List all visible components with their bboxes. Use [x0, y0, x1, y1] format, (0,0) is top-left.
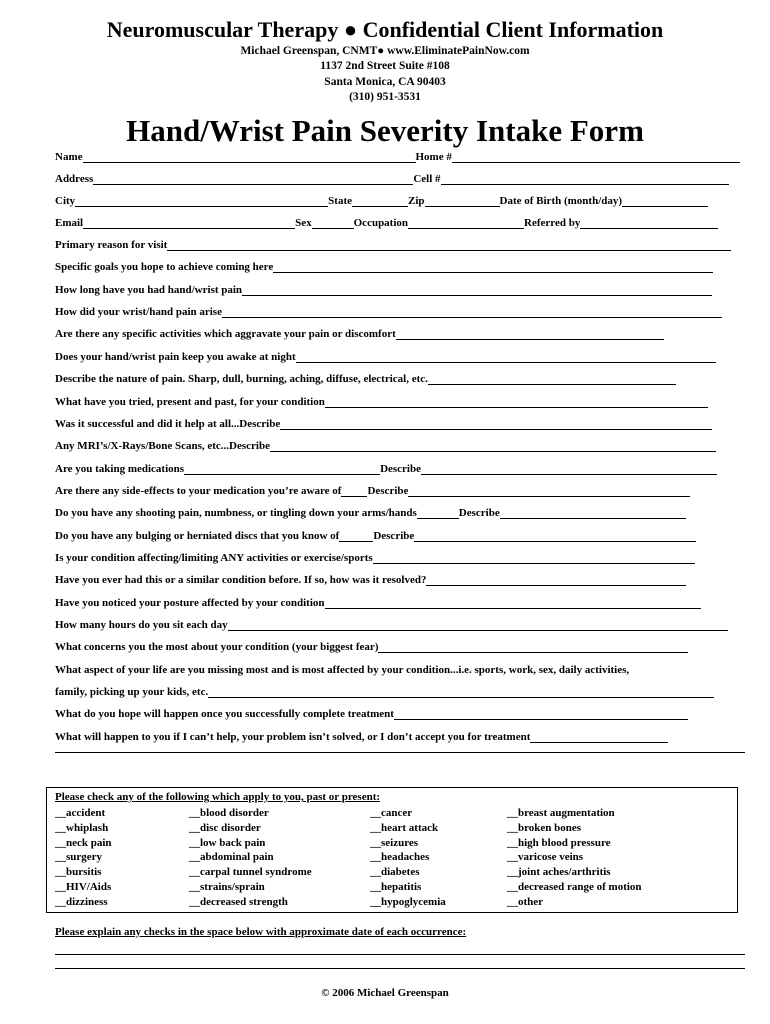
- checklist-item[interactable]: __decreased strength: [189, 895, 288, 908]
- explain-line-2[interactable]: [55, 968, 745, 969]
- question-label: Is your condition affecting/limiting ANY activities or exercise/sports: [55, 552, 373, 564]
- sex-field[interactable]: [312, 215, 354, 229]
- medications-field[interactable]: [184, 461, 380, 475]
- describe-field[interactable]: [500, 505, 686, 519]
- question-successful: [55, 415, 755, 433]
- checklist-item[interactable]: __blood disorder: [189, 807, 269, 819]
- question-label: Does your hand/wrist pain keep you awake at night: [55, 351, 296, 363]
- question-label: Are there any side-effects to your medication you’re aware of: [55, 485, 342, 497]
- question-label: Do you have any shooting pain, numbness, or tingling down your arms/hands: [55, 507, 417, 519]
- state-field[interactable]: [352, 193, 408, 207]
- checklist-item[interactable]: __whiplash: [55, 821, 109, 834]
- home-phone-label: Home #: [415, 151, 452, 163]
- checklist-item[interactable]: __hepatitis: [370, 880, 422, 893]
- checklist-item[interactable]: __HIV/Aids: [55, 880, 112, 893]
- zip-field[interactable]: [425, 193, 500, 207]
- answer-field[interactable]: [296, 349, 716, 363]
- question-label: Have you noticed your posture affected by your condition: [55, 597, 325, 609]
- row-email-sex-occupation: [55, 214, 755, 232]
- question-label: How many hours do you sit each day: [55, 619, 228, 631]
- answer-field[interactable]: [167, 237, 731, 251]
- checklist-item[interactable]: __disc disorder: [189, 821, 261, 834]
- question-label: family, picking up your kids, etc.: [55, 686, 209, 698]
- city-label: City: [55, 195, 76, 207]
- answer-field[interactable]: [530, 729, 668, 743]
- question-label: Do you have any bulging or herniated discs that you know of: [55, 530, 340, 542]
- dob-label: Date of Birth (month/day): [499, 195, 623, 207]
- name-label: Name: [55, 151, 83, 163]
- answer-field[interactable]: [242, 282, 712, 296]
- city-field[interactable]: [75, 193, 328, 207]
- question-similar-condition: [55, 571, 755, 589]
- home-phone-field[interactable]: [452, 149, 740, 163]
- question-hope-after-treatment: [55, 705, 755, 723]
- question-label: Was it successful and did it help at all...Describe: [55, 418, 281, 430]
- question-nature-of-pain: [55, 370, 755, 388]
- answer-line-extra[interactable]: [55, 752, 745, 753]
- referred-by-field[interactable]: [580, 215, 718, 229]
- question-label: Describe the nature of pain. Sharp, dull, burning, aching, diffuse, electrical, etc.: [55, 373, 428, 385]
- name-field[interactable]: [83, 149, 416, 163]
- checklist-column-1: [55, 806, 112, 910]
- answer-field[interactable]: [373, 550, 695, 564]
- answer-field[interactable]: [378, 639, 688, 653]
- question-label: Primary reason for visit: [55, 239, 168, 251]
- checklist-item[interactable]: __low back pain: [189, 836, 266, 849]
- question-label: Specific goals you hope to achieve coming here: [55, 261, 274, 273]
- checklist-column-2: [189, 806, 312, 910]
- row-city-state-zip-dob: [55, 192, 755, 210]
- question-biggest-fear: [55, 638, 755, 656]
- question-medications: [55, 460, 755, 478]
- question-tried: [55, 393, 755, 411]
- describe-field[interactable]: [421, 461, 717, 475]
- question-shooting-pain: [55, 504, 755, 522]
- checklist-item[interactable]: __heart attack: [370, 821, 439, 834]
- checklist-item[interactable]: __neck pain: [55, 836, 112, 849]
- dob-field[interactable]: [622, 193, 708, 207]
- question-label: Are you taking medications: [55, 463, 185, 475]
- sex-label: Sex: [295, 217, 312, 229]
- answer-field[interactable]: [280, 416, 712, 430]
- question-how-long: [55, 281, 755, 299]
- checklist-item[interactable]: __varicose veins: [507, 851, 584, 864]
- zip-label: Zip: [408, 195, 425, 207]
- question-missing-most: [55, 661, 755, 679]
- address-field[interactable]: [93, 171, 413, 185]
- checklist-item[interactable]: __diabetes: [370, 866, 420, 879]
- conditions-checklist: [46, 787, 738, 913]
- describe-label: Describe: [380, 463, 421, 475]
- contact-line-street: 1137 2nd Street Suite #108: [320, 60, 450, 72]
- checklist-item[interactable]: __bursitis: [55, 866, 102, 879]
- checklist-item[interactable]: __other: [507, 895, 544, 908]
- shooting-pain-field[interactable]: [417, 505, 459, 519]
- answer-field[interactable]: [428, 371, 676, 385]
- email-field[interactable]: [83, 215, 295, 229]
- question-missing-most-cont: [55, 683, 755, 701]
- checklist-item[interactable]: __joint aches/arthritis: [507, 866, 611, 879]
- checklist-item[interactable]: __headaches: [370, 851, 430, 864]
- question-imaging: [55, 437, 755, 455]
- checklist-item[interactable]: __seizures: [370, 836, 419, 849]
- checklist-item[interactable]: __breast augmentation: [507, 807, 615, 819]
- checklist-item[interactable]: __high blood pressure: [507, 836, 611, 849]
- copyright-notice: © 2006 Michael Greenspan: [321, 987, 449, 999]
- describe-field[interactable]: [408, 483, 690, 497]
- occupation-field[interactable]: [408, 215, 524, 229]
- question-label: What have you tried, present and past, for your condition: [55, 396, 325, 408]
- question-label: What do you hope will happen once you successfully complete treatment: [55, 708, 394, 720]
- discs-field[interactable]: [339, 528, 373, 542]
- checklist-column-4: [507, 806, 642, 910]
- cell-phone-label: Cell #: [413, 173, 441, 185]
- question-specific-goals: [55, 258, 755, 276]
- checklist-item[interactable]: __strains/sprain: [189, 880, 265, 893]
- answer-field[interactable]: [273, 259, 713, 273]
- checklist-item[interactable]: __cancer: [370, 807, 413, 819]
- question-label: What will happen to you if I can’t help, your problem isn’t solved, or I don’t accept you for treatment: [55, 731, 531, 743]
- question-aggravate: [55, 325, 755, 343]
- explain-checks-label: Please explain any checks in the space below with approximate date of each occurrence:: [55, 926, 467, 938]
- describe-label: Describe: [367, 485, 409, 497]
- cell-phone-field[interactable]: [441, 171, 729, 185]
- contact-line-phone: (310) 951-3531: [349, 91, 421, 103]
- checklist-item[interactable]: __broken bones: [507, 821, 582, 834]
- checklist-column-3: [370, 806, 446, 910]
- question-hours-sitting: [55, 616, 755, 634]
- checklist-item[interactable]: __abdominal pain: [189, 851, 274, 864]
- describe-label: Describe: [373, 530, 415, 542]
- question-if-cant-help: [55, 728, 755, 746]
- question-limiting-activities: [55, 549, 755, 567]
- answer-field[interactable]: [396, 326, 664, 340]
- question-label: What concerns you the most about your condition (your biggest fear): [55, 641, 379, 653]
- answer-field[interactable]: [222, 304, 722, 318]
- checklist-item[interactable]: __accident: [55, 807, 106, 819]
- checklist-item[interactable]: __surgery: [55, 851, 103, 864]
- contact-line-city: Santa Monica, CA 90403: [324, 76, 446, 88]
- checklist-item[interactable]: __carpal tunnel syndrome: [189, 866, 312, 879]
- question-label: Any MRI’s/X-Rays/Bone Scans, etc...Describe: [55, 440, 270, 452]
- question-label: Have you ever had this or a similar condition before. If so, how was it resolved?: [55, 574, 427, 586]
- side-effects-field[interactable]: [341, 483, 367, 497]
- referred-by-label: Referred by: [524, 217, 581, 229]
- answer-field[interactable]: [228, 617, 728, 631]
- question-how-arise: [55, 303, 755, 321]
- question-label: How did your wrist/hand pain arise: [55, 306, 222, 318]
- describe-field[interactable]: [414, 528, 696, 542]
- checklist-item[interactable]: __dizziness: [55, 895, 108, 908]
- answer-field[interactable]: [426, 572, 686, 586]
- row-name-home: [55, 148, 755, 166]
- checklist-title: Please check any of the following which apply to you, past or present:: [55, 791, 381, 803]
- question-discs: [55, 527, 755, 545]
- answer-field[interactable]: [270, 438, 716, 452]
- checklist-item[interactable]: __decreased range of motion: [507, 880, 642, 893]
- email-label: Email: [55, 217, 84, 229]
- explain-line-1[interactable]: [55, 954, 745, 955]
- header-title: Neuromuscular Therapy ● Confidential Client Information: [106, 17, 664, 42]
- question-label: How long have you had hand/wrist pain: [55, 284, 243, 296]
- question-primary-reason: [55, 236, 755, 254]
- form-title: Hand/Wrist Pain Severity Intake Form: [126, 113, 644, 148]
- question-side-effects: [55, 482, 755, 500]
- state-label: State: [328, 195, 352, 207]
- answer-field[interactable]: [394, 706, 688, 720]
- question-awake-at-night: [55, 348, 755, 366]
- answer-field[interactable]: [325, 394, 708, 408]
- row-address-cell: [55, 170, 755, 188]
- question-label: Are there any specific activities which aggravate your pain or discomfort: [55, 328, 396, 340]
- describe-label: Describe: [458, 507, 500, 519]
- answer-field[interactable]: [208, 684, 714, 698]
- checklist-item[interactable]: __hypoglycemia: [370, 895, 446, 908]
- answer-field[interactable]: [325, 595, 701, 609]
- question-label: What aspect of your life are you missing most and is most affected by your condition...i.e. sports, work, sex, daily activities,: [55, 664, 630, 676]
- contact-line-name-web: Michael Greenspan, CNMT● www.EliminatePainNow.com: [240, 45, 530, 57]
- occupation-label: Occupation: [353, 217, 409, 229]
- question-posture: [55, 594, 755, 612]
- address-label: Address: [55, 173, 94, 185]
